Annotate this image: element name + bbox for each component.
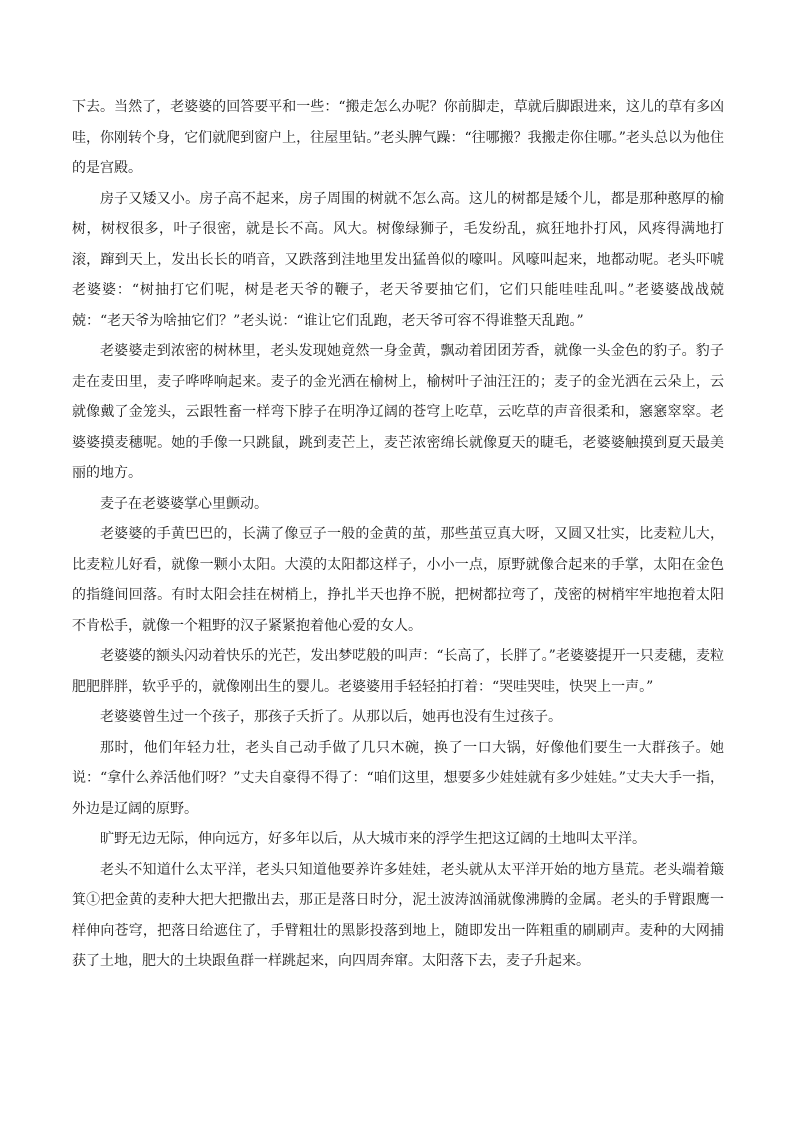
paragraph: 那时，他们年轻力壮，老头自己动手做了几只木碗，换了一口大锅，好像他们要生一大群孩子。她说：“拿什么养活他们呀？”丈夫自豪得不得了：“咱们这里，想要多少娃娃就有多少娃娃。”丈夫大手一指，外边是辽阔的原野。 bbox=[72, 739, 724, 817]
paragraph: 老婆婆曾生过一个孩子，那孩子夭折了。从那以后，她再也没有生过孩子。 bbox=[100, 709, 562, 725]
paragraph: 麦子在老婆婆掌心里颤动。 bbox=[100, 495, 268, 512]
paragraph-continued: 下去。当然了，老婆婆的回答要平和一些：“搬走怎么办呢？你前脚走，草就后脚跟进来，这儿的草有多凶哇，你刚转个身，它们就爬到窗户上，往屋里钻。”老头脾气躁：“往哪搬？我搬走你住哪。”老头总以为他住的是宫殿。 bbox=[72, 99, 724, 176]
paragraph: 老婆婆走到浓密的树林里，老头发现她竟然一身金黄，飘动着团团芳香，就像一头金色的豹子。豹子走在麦田里，麦子哗哗响起来。麦子的金光洒在榆树上，榆树叶子油汪汪的；麦子的金光洒在云朵上，云就像戴了金笼头，云跟牲畜一样弯下脖子在明净辽阔的苍穹上吃草，云吃草的声音很柔和，窸窸窣窣。老婆婆摸麦穗呢。她的手像一只跳鼠，跳到麦芒上，麦芒浓密绵长就像夏天的睫毛，老婆婆触摸到夏天最美丽的地方。 bbox=[72, 343, 724, 481]
document-body bbox=[72, 92, 724, 977]
paragraph: 老婆婆的额头闪动着快乐的光芒，发出梦呓般的叫声：“长高了，长胖了。”老婆婆提开一只麦穗，麦粒肥肥胖胖，软乎乎的，就像刚出生的婴儿。老婆婆用手轻轻拍打着：“哭哇哭哇，快哭上一声。” bbox=[72, 648, 724, 695]
paragraph: 老婆婆的手黄巴巴的，长满了像豆子一般的金黄的茧，那些茧豆真大呀，又圆又壮实，比麦粒儿大，比麦粒儿好看，就像一颗小太阳。大漠的太阳都这样子，小小一点，原野就像合起来的手掌，太阳在金色的指缝间回落。有时太阳会挂在树梢上，挣扎半天也挣不脱，把树都拉弯了，茂密的树梢牢牢地抱着太阳不肯松手，就像一个粗野的汉子紧紧抱着他心爱的女人。 bbox=[72, 526, 724, 634]
paragraph: 旷野无边无际，伸向远方，好多年以后，从大城市来的浮学生把这辽阔的土地叫太平洋。 bbox=[100, 831, 646, 847]
paragraph: 老头不知道什么太平洋，老头只知道他要养许多娃娃，老头就从太平洋开始的地方垦荒。老头端着簸箕①把金黄的麦种大把大把撒出去，那正是落日时分，泥土波涛汹涌就像沸腾的金属。老头的手臂跟鹰一样伸向苍穹，把落日给遮住了，手臂粗壮的黑影投落到地上，随即发出一阵粗重的刷刷声。麦种的大网捕获了土地，肥大的土块跟鱼群一样跳起来，向四周奔窜。太阳落下去，麦子升起来。 bbox=[72, 861, 724, 969]
paragraph: 房子又矮又小。房子高不起来，房子周围的树就不怎么高。这儿的树都是矮个儿，都是那种憨厚的榆树，树杈很多，叶子很密，就是长不高。风大。树像绿狮子，毛发纷乱，疯狂地扑打风，风疼得满地打滚，蹿到天上，发出长长的哨音，又跌落到洼地里发出猛兽似的嚎叫。风嚎叫起来，地都动呢。老头吓唬老婆婆：“树抽打它们呢，树是老天爷的鞭子，老天爷要抽它们，它们只能哇哇乱叫。”老婆婆战战兢兢：“老天爷为啥抽它们？”老头说：“谁让它们乱跑，老天爷可容不得谁整天乱跑。” bbox=[72, 190, 724, 329]
